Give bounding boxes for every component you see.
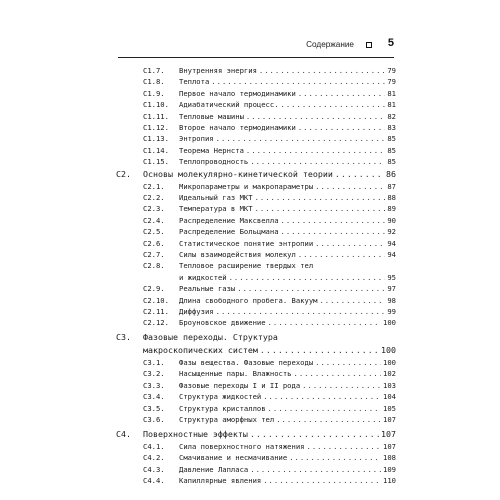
toc-leader-dots (315, 182, 385, 191)
toc-entry-page: 85 (387, 145, 396, 155)
toc-entry (143, 392, 396, 401)
toc-leader-dots (250, 429, 379, 439)
toc-entry-title: Температура в МКТ (179, 204, 253, 214)
toc-entry-number: С1.12. (143, 123, 169, 132)
toc-entry-title: Структура кристаллов (179, 403, 266, 413)
toc-entry-page: 81 (387, 88, 396, 98)
toc-entry-title: Внутренняя энергия (179, 66, 257, 75)
toc-entry-title: Структура жидкостей (179, 392, 262, 402)
toc-entry-title: Теплота (179, 77, 210, 87)
toc-entry (143, 261, 396, 270)
toc-leader-dots (307, 442, 382, 451)
toc-entry-title: Силы взаимодействия молекул (179, 250, 296, 259)
toc-entry (143, 112, 396, 121)
toc-entry-number: С2.7. (143, 250, 165, 259)
toc-entry-page: 81 (387, 100, 396, 110)
toc-entry-title: Распределение Больцмана (179, 227, 279, 237)
toc-chapter-title: Поверхностные эффекты (143, 428, 248, 439)
toc-entry-page: 104 (383, 392, 396, 402)
toc-entry-page: 98 (387, 295, 396, 305)
toc-entry-number: С2.9. (143, 284, 165, 294)
toc-entry-number: С2.2. (143, 193, 165, 202)
toc-entry-page: 87 (387, 181, 396, 191)
toc-entry-title: Микропараметры и макропараметры (179, 181, 314, 191)
toc-entry (143, 134, 396, 143)
toc-leader-dots (268, 318, 381, 327)
toc-leader-dots (276, 415, 381, 424)
toc-entry (143, 193, 396, 202)
toc-entry-title: Капиллярные явления (179, 476, 262, 486)
toc-entry-number: С4.3. (143, 464, 165, 474)
toc-entry-page: 103 (383, 380, 396, 390)
toc-leader-dots (216, 307, 386, 316)
toc-entry-number: С3.2. (143, 369, 165, 379)
toc-entry (143, 123, 396, 132)
toc-entry-title: Идеальный газ МКТ (179, 193, 253, 202)
toc-chapter-page: 86 (386, 168, 396, 179)
toc-leader-dots (281, 100, 386, 109)
toc-entry-number: С1.11. (143, 111, 169, 121)
toc-entry-title: Фазы вещества. Фазовые переходы (179, 358, 314, 367)
toc-leader-dots (246, 146, 385, 155)
toc-entry-page: 85 (387, 134, 396, 144)
toc-entry (143, 89, 396, 98)
toc-leader-dots (263, 476, 381, 485)
toc-chapter-continuation (116, 345, 396, 355)
toc-entry-number: С1.13. (143, 134, 169, 144)
toc-leader-dots (298, 250, 386, 259)
toc-chapter-page: 107 (381, 428, 396, 439)
toc-leader-dots (281, 216, 386, 225)
toc-entry-number: С4.1. (143, 442, 165, 451)
toc-leader-dots (319, 296, 385, 305)
toc-leader-dots (294, 369, 382, 378)
toc-entry-number: С1.10. (143, 100, 169, 110)
toc-entry-number: С2.6. (143, 238, 165, 248)
toc-leader-dots (268, 404, 381, 413)
toc-entry-title: Первое начало термодинамики (179, 88, 296, 98)
toc-leader-dots (260, 345, 379, 355)
toc-leader-dots (289, 453, 381, 462)
toc-entry-page: 108 (383, 453, 396, 463)
toc-entry (143, 453, 396, 462)
toc-entry (143, 284, 396, 293)
toc-chapter-title: макроскопических систем (143, 344, 258, 355)
toc-leader-dots (259, 66, 385, 75)
toc-entry-page: 79 (387, 66, 396, 75)
toc-entry (143, 442, 396, 451)
toc-entry-page: 85 (387, 157, 396, 167)
toc-entry-title: Броуновское движение (179, 318, 266, 328)
page-number: 5 (387, 37, 394, 49)
toc-entry-number: С4.4. (143, 476, 165, 486)
toc-entry-page: 107 (383, 415, 396, 424)
toc-entry-number: С4.2. (143, 453, 165, 463)
toc-chapter-title: Основы молекулярно-кинетической теории (143, 168, 333, 179)
running-head (118, 38, 394, 54)
toc-entry-number: С2.3. (143, 204, 165, 214)
toc-entry-number: С2.11. (143, 307, 169, 316)
toc-entry-page: 94 (387, 238, 396, 248)
toc-entry-number: С2.5. (143, 227, 165, 237)
toc-entry (143, 66, 396, 75)
toc-entry-title: Адиабатический процесс. (179, 100, 279, 110)
toc-leader-dots (250, 157, 385, 166)
toc-entry-page: 82 (387, 111, 396, 121)
toc-entry-title: Реальные газы (179, 284, 236, 294)
toc-chapter-number: С2. (116, 168, 131, 179)
toc-entry-page: 92 (387, 227, 396, 237)
toc-leader-dots (255, 193, 386, 202)
toc-entry (143, 239, 396, 248)
toc-leader-dots (216, 134, 386, 143)
toc-entry (143, 415, 396, 424)
toc-entry-number: С3.4. (143, 392, 165, 402)
toc-chapter-title: Фазовые переходы. Структура (143, 332, 278, 342)
toc-leader-dots (281, 227, 386, 236)
toc-entry (143, 250, 396, 259)
toc-entry-page: 97 (387, 284, 396, 294)
toc-entry-title: Насыщенные пары. Влажность (179, 369, 292, 379)
toc-entry-number: С1.8. (143, 77, 165, 87)
toc-entry-continuation (143, 273, 396, 282)
toc-leader-dots (263, 392, 381, 401)
toc-entry-page: 94 (387, 250, 396, 259)
toc-entry-page: 100 (383, 358, 396, 367)
toc-chapter-number: С3. (116, 332, 131, 342)
toc-entry-page: 109 (383, 464, 396, 474)
toc-entry-number: С3.1. (143, 358, 165, 367)
toc-entry-number: С2.10. (143, 295, 169, 305)
toc-entry-title: Тепловые машины (179, 111, 244, 121)
toc-entry-title: Диффузия (179, 307, 214, 316)
toc-leader-dots (298, 89, 386, 98)
toc-leader-dots (315, 358, 381, 367)
toc-entry-title: Энтропия (179, 134, 214, 144)
toc-entry-title: Сила поверхностного натяжения (179, 442, 305, 451)
toc-entry-title: Длина свободного пробега. Вакуум (179, 295, 318, 305)
toc-chapter-page: 100 (381, 344, 396, 355)
toc-entry (143, 157, 396, 166)
toc-entry-page: 100 (383, 318, 396, 328)
toc-entry-page: 90 (387, 215, 396, 225)
toc-leader-dots (335, 169, 384, 179)
toc-entry-number: С2.1. (143, 181, 165, 191)
toc-entry-number: С3.6. (143, 415, 165, 424)
toc-entry (143, 204, 396, 213)
toc-entry-title: Смачивание и несмачивание (179, 453, 288, 463)
toc-entry-page: 95 (387, 272, 396, 282)
toc-entry-title: Фазовые переходы I и II рода (179, 380, 301, 390)
toc-entry-page: 83 (387, 123, 396, 132)
toc-chapter (116, 429, 396, 439)
toc-entry-page: 88 (387, 193, 396, 202)
toc-entry-page: 110 (383, 476, 396, 486)
toc-entry-page: 102 (383, 369, 396, 379)
toc-entry-number: С2.8. (143, 261, 165, 271)
toc-entry-page: 107 (383, 442, 396, 451)
toc-entry-title: Теплопроводность (179, 157, 249, 167)
toc-leader-dots (298, 123, 386, 132)
toc-chapter (116, 332, 396, 342)
toc-entry (143, 465, 396, 474)
toc-entry (143, 476, 396, 485)
toc-entry-title: Второе начало термодинамики (179, 123, 296, 132)
toc-entry (143, 307, 396, 316)
toc-entry (143, 369, 396, 378)
running-head-title: Содержание (306, 40, 354, 49)
toc-chapter-number: С4. (116, 428, 131, 439)
toc-entry-title: Давление Лапласа (179, 464, 249, 474)
toc-entry-number: С2.4. (143, 215, 165, 225)
toc-entry-title: Теорема Нернста (179, 145, 244, 155)
toc-entry-number: С1.14. (143, 145, 169, 155)
toc-leader-dots (211, 77, 385, 86)
toc-entry (143, 182, 396, 191)
toc-entry-page: 89 (387, 204, 396, 214)
toc-entry-number: С1.15. (143, 157, 169, 167)
toc-entry (143, 77, 396, 86)
toc-leader-dots (250, 465, 381, 474)
toc-leader-dots (237, 284, 385, 293)
toc-entry-number: С1.7. (143, 66, 165, 75)
toc-entry-number: С1.9. (143, 88, 165, 98)
toc-entry (143, 100, 396, 109)
toc-entry-title: Статистическое понятие энтропии (179, 238, 314, 248)
toc-leader-dots (302, 381, 381, 390)
square-icon (366, 42, 372, 48)
toc-entry-title: Тепловое расширение твердых тел (179, 261, 314, 271)
toc-entry-title: и жидкостей (179, 272, 227, 282)
toc-chapter (116, 169, 396, 179)
toc-entry-number: С3.3. (143, 380, 165, 390)
toc-entry (143, 358, 396, 367)
header-rule (118, 57, 394, 58)
toc-leader-dots (246, 112, 385, 121)
toc-entry-title: Распределение Максвелла (179, 215, 279, 225)
toc-entry (143, 381, 396, 390)
toc-leader-dots (255, 204, 386, 213)
toc-entry-number: С3.5. (143, 403, 165, 413)
toc-entry-number: С2.12. (143, 318, 169, 328)
toc-leader-dots (229, 273, 386, 282)
toc-entry (143, 227, 396, 236)
toc-entry-page: 105 (383, 403, 396, 413)
toc-entry (143, 318, 396, 327)
toc-entry-page: 79 (387, 77, 396, 87)
toc-entry (143, 146, 396, 155)
toc-entry (143, 404, 396, 413)
toc-entry (143, 216, 396, 225)
toc-entry-title: Структура аморфных тел (179, 415, 275, 424)
toc-entry-page: 99 (387, 307, 396, 316)
toc-entry (143, 296, 396, 305)
toc-leader-dots (315, 239, 385, 248)
